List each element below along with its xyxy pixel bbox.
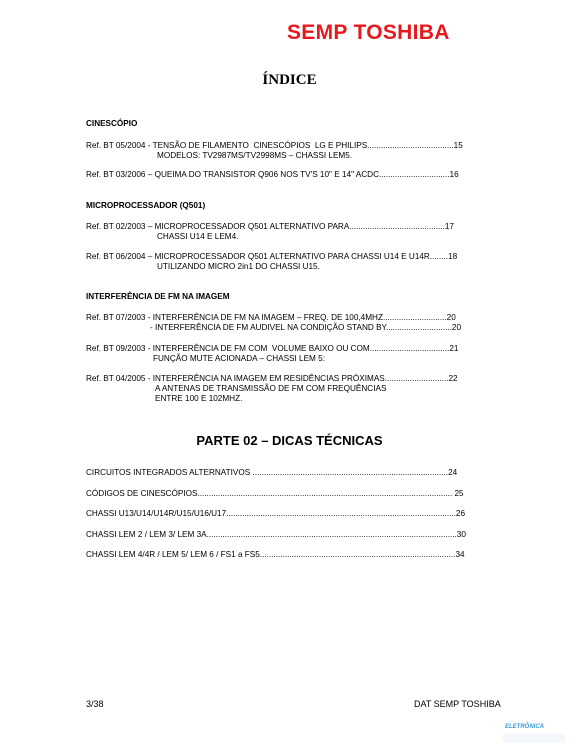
- page-number: 3/38: [86, 699, 104, 709]
- part2-entry: CÓDIGOS DE CINESCÓPIOS................................................................................................................ 25: [86, 489, 464, 498]
- index-entry: Ref. BT 06/2004 – MICROPROCESSADOR Q501 ALTERNATIVO PARA CHASSI U14 E U14R........18: [86, 252, 458, 261]
- part2-entry: CHASSI U13/U14/U14R/U15/U16/U17.....................................................................................................26: [86, 509, 466, 518]
- index-entry-continuation: FUNÇÃO MUTE ACIONADA – CHASSI LEM 5:: [153, 354, 325, 363]
- page-title: ÍNDICE: [262, 72, 317, 88]
- index-entry-continuation: UTILIZANDO MICRO 2in1 DO CHASSI U15.: [157, 262, 320, 271]
- index-entry: Ref. BT 09/2003 - INTERFERÊNCIA DE FM COM VOLUME BAIXO OU COM...................................21: [86, 344, 459, 353]
- index-entry: Ref. BT 03/2006 – QUEIMA DO TRANSISTOR Q906 NOS TV'S 10" E 14" ACDC...............................16: [86, 170, 459, 179]
- watermark-background: [503, 733, 565, 743]
- part2-entry: CHASSI LEM 2 / LEM 3/ LEM 3A..............................................................................................................30: [86, 530, 466, 539]
- part2-entry: CIRCUITOS INTEGRADOS ALTERNATIVOS ......................................................................................24: [86, 468, 458, 477]
- part2-heading: PARTE 02 – DICAS TÉCNICAS: [196, 433, 383, 448]
- brand-logo: SEMP TOSHIBA: [287, 21, 450, 44]
- index-entry-continuation: MODELOS: TV2987MS/TV2998MS – CHASSI LEM5.: [157, 151, 353, 160]
- footer-doc-name: DAT SEMP TOSHIBA: [414, 699, 501, 709]
- section-heading: CINESCÓPIO: [86, 119, 138, 128]
- index-entry: Ref. BT 05/2004 - TENSÃO DE FILAMENTO CINESCÓPIOS LG E PHILIPS......................................15: [86, 141, 463, 150]
- index-entry-continuation: - INTERFERÊNCIA DE FM AUDIVEL NA CONDIÇÃO STAND BY.............................20: [150, 323, 462, 332]
- index-entry: Ref. BT 07/2003 - INTERFERÊNCIA DE FM NA IMAGEM – FREQ. DE 100,4MHZ............................20: [86, 313, 456, 322]
- part2-entry: CHASSI LEM 4/4R / LEM 5/ LEM 6 / FS1 a FS5......................................................................................34: [86, 550, 465, 559]
- section-heading: MICROPROCESSADOR (Q501): [86, 201, 206, 210]
- index-entry: Ref. BT 04/2005 - INTERFERÊNCIA NA IMAGEM EM RESIDÊNCIAS PRÓXIMAS............................22: [86, 374, 458, 383]
- watermark-logo: ELETRÔNICA: [505, 724, 544, 730]
- index-entry-continuation: CHASSI U14 E LEM4.: [157, 232, 239, 241]
- index-entry-continuation: ENTRE 100 E 102MHZ.: [155, 394, 243, 403]
- index-entry: Ref. BT 02/2003 – MICROPROCESSADOR Q501 ALTERNATIVO PARA..........................................17: [86, 222, 454, 231]
- index-entry-continuation: A ANTENAS DE TRANSMISSÃO DE FM COM FREQUÊNCIAS: [155, 384, 387, 393]
- section-heading: INTERFERÊNCIA DE FM NA IMAGEM: [86, 292, 230, 301]
